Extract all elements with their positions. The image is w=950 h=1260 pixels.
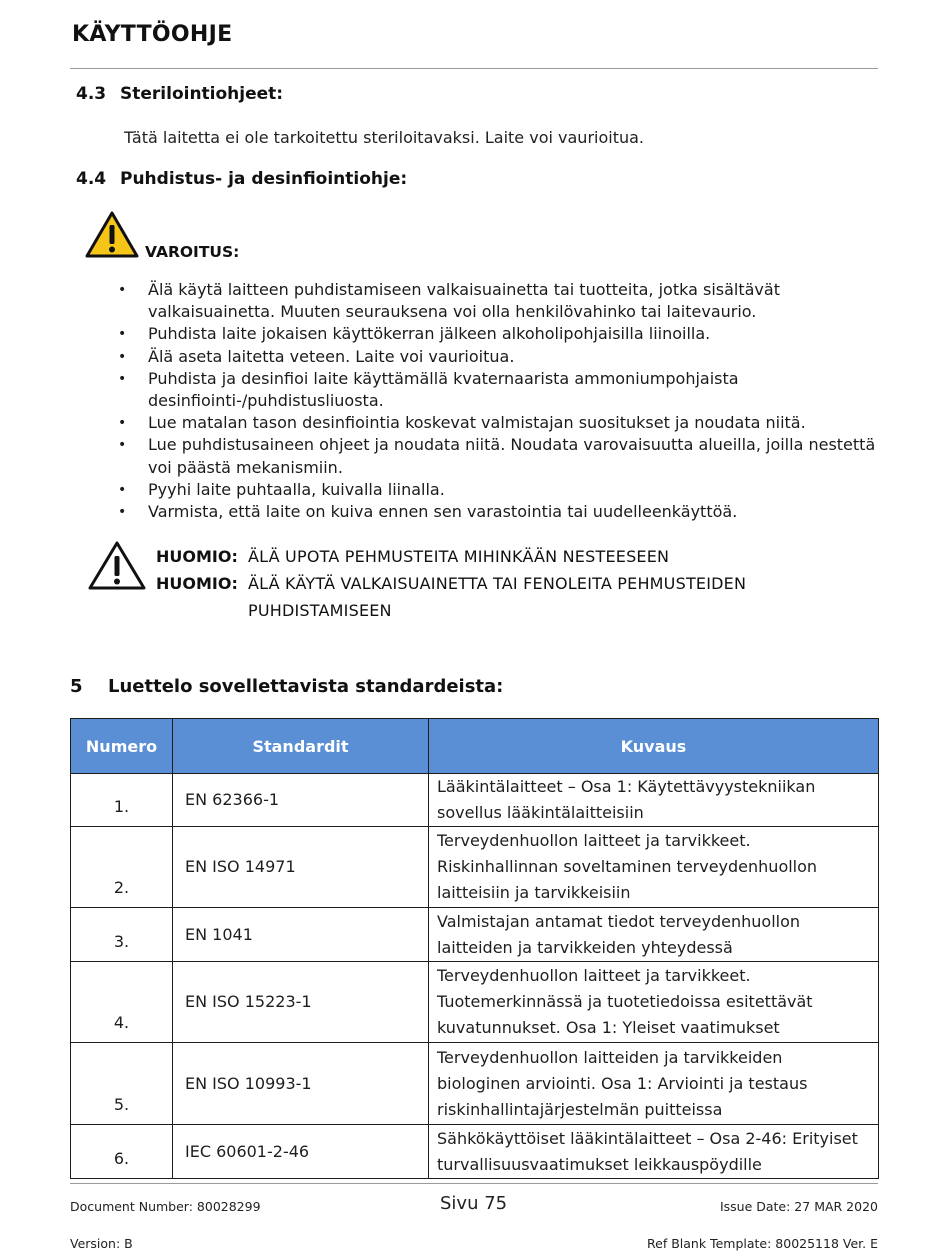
note-text: ÄLÄ KÄYTÄ VALKAISUAINETTA TAI FENOLEITA PEHMUSTEIDEN PUHDISTAMISEEN [248,574,747,620]
row-standard: EN ISO 14971 [173,827,429,908]
table-row [71,1125,879,1179]
section-4-3-heading [76,84,283,104]
section-title: Luettelo sovellettavista standardeista: [108,676,504,697]
row-number: 6. [71,1125,173,1179]
list-item: • Älä käytä laitteen puhdistamiseen valkaisuainetta tai tuotteita, jotka sisältävät valkaisuainetta. Muuten seurauksena voi olla henkilövahinko tai laitevaurio. [116,279,876,323]
row-description: Terveydenhuollon laitteet ja tarvikkeet. Riskinhallinnan soveltaminen terveydenhuollon laitteisiin ja tarvikkeisiin [429,827,879,908]
document-title: KÄYTTÖOHJE [72,22,233,47]
row-number: 5. [71,1043,173,1125]
warning-label: VAROITUS: [145,243,240,261]
table-row [71,962,879,1043]
note-label: HUOMIO: [156,574,238,593]
sterilization-text: Tätä laitetta ei ole tarkoitettu steriloitavaksi. Laite voi vaurioitua. [124,128,644,147]
row-description: Sähkökäyttöiset lääkintälaitteet – Osa 2-46: Erityiset turvallisuusvaatimukset leikkauspöydille [429,1125,879,1179]
issue-date: Issue Date: 27 MAR 2020 [719,1199,878,1214]
note-text: ÄLÄ UPOTA PEHMUSTEITA MIHINKÄÄN NESTEESEEN [248,547,670,566]
list-item: • Puhdista laite jokaisen käyttökerran jälkeen alkoholipohjaisilla liinoilla. [116,323,876,345]
section-title: Puhdistus- ja desinfiointiohje: [120,169,408,189]
row-number: 3. [71,908,173,962]
section-number: 4.4 [76,169,107,189]
list-item: • Varmista, että laite on kuiva ennen sen varastointia tai uudelleenkäyttöä. [116,501,876,523]
caution-note [156,570,808,624]
note-label: HUOMIO: [156,547,238,566]
row-description: Valmistajan antamat tiedot terveydenhuollon laitteiden ja tarvikkeiden yhteydessä [429,908,879,962]
row-number: 1. [71,774,173,827]
row-standard: EN ISO 10993-1 [173,1043,429,1125]
row-number: 2. [71,827,173,908]
column-header-description: Kuvaus [429,719,879,774]
list-item: • Lue puhdistusaineen ohjeet ja noudata niitä. Noudata varovaisuutta alueilla, joilla nestettä voi päästä mekanismiin. [116,434,876,478]
document-number: Document Number: 80028299 [70,1199,261,1214]
table-row [71,908,879,962]
template-reference: Ref Blank Template: 80025118 Ver. E [647,1236,878,1251]
table-row [71,827,879,908]
list-item: • Puhdista ja desinfioi laite käyttämällä kvaternaarista ammoniumpohjaista desinfiointi-/puhdistusliuosta. [116,368,876,412]
page-number: Sivu 75 [440,1193,508,1214]
column-header-number: Numero [71,719,173,774]
section-4-4-heading [76,169,407,189]
section-5-heading [70,676,503,697]
standards-table [70,718,879,1179]
caution-note [156,543,808,570]
column-header-standard: Standardit [173,719,429,774]
footer-divider [70,1183,878,1184]
version: Version: B [70,1236,133,1251]
warning-triangle-icon [84,210,140,260]
section-number: 5 [70,676,83,697]
row-standard: IEC 60601-2-46 [173,1125,429,1179]
list-item: • Älä aseta laitetta veteen. Laite voi vaurioitua. [116,346,876,368]
row-standard: EN ISO 15223-1 [173,962,429,1043]
caution-triangle-icon [86,540,148,592]
row-description: Terveydenhuollon laitteiden ja tarvikkeiden biologinen arviointi. Osa 1: Arviointi ja testaus riskinhallintajärjestelmän puitteissa [429,1043,879,1125]
section-title: Sterilointiohjeet: [120,84,284,104]
table-row [71,1043,879,1125]
table-row [71,774,879,827]
row-number: 4. [71,962,173,1043]
section-number: 4.3 [76,84,107,104]
list-item: • Lue matalan tason desinfiointia koskevat valmistajan suositukset ja noudata niitä. [116,412,876,434]
cleaning-instructions-list [116,279,876,523]
row-standard: EN 62366-1 [173,774,429,827]
table-header-row [71,719,879,774]
row-description: Lääkintälaitteet – Osa 1: Käytettävyystekniikan sovellus lääkintälaitteisiin [429,774,879,827]
list-item: • Pyyhi laite puhtaalla, kuivalla liinalla. [116,479,876,501]
header-divider [70,68,878,69]
row-standard: EN 1041 [173,908,429,962]
row-description: Terveydenhuollon laitteet ja tarvikkeet. Tuotemerkinnässä ja tuotetiedoissa esitettävät kuvatunnukset. Osa 1: Yleiset vaatimukset [429,962,879,1043]
